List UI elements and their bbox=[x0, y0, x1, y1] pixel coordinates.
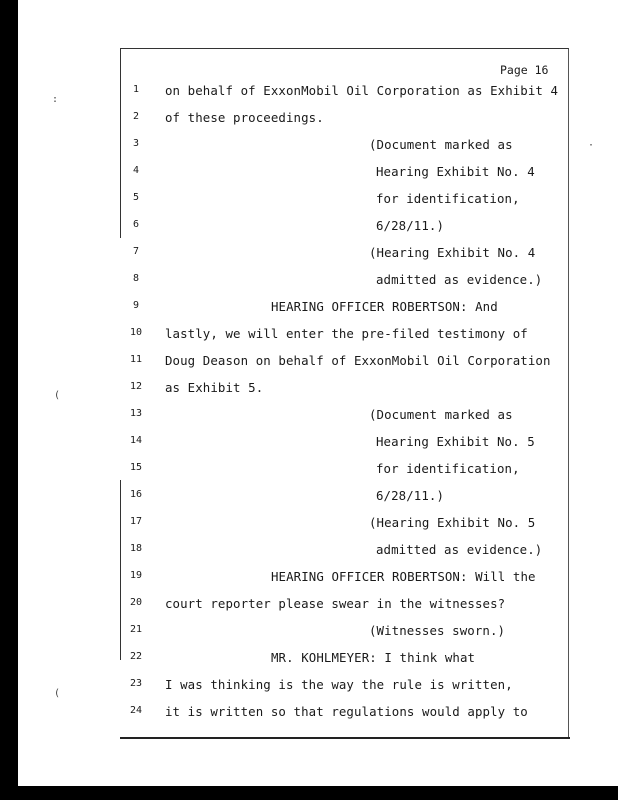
line-number: 24 bbox=[130, 705, 143, 716]
transcript-line: (Witnesses sworn.) bbox=[369, 623, 506, 638]
line-number: 2 bbox=[132, 111, 140, 122]
transcript-line: 6/28/11.) bbox=[376, 488, 445, 503]
line-number: 18 bbox=[130, 543, 143, 554]
transcript-line: for identification, bbox=[376, 191, 520, 206]
scan-speck: · bbox=[588, 140, 595, 151]
page-number: Page 16 bbox=[500, 63, 549, 77]
transcript-line: for identification, bbox=[376, 461, 520, 476]
line-number: 14 bbox=[130, 435, 143, 446]
transcript-line: lastly, we will enter the pre-filed testimony of bbox=[165, 326, 528, 341]
transcript-line: HEARING OFFICER ROBERTSON: Will the bbox=[271, 569, 536, 584]
transcript-line: 6/28/11.) bbox=[376, 218, 445, 233]
transcript-line: (Document marked as bbox=[369, 407, 513, 422]
transcript-line: it is written so that regulations would apply to bbox=[165, 704, 528, 719]
line-number: 15 bbox=[130, 462, 143, 473]
line-number: 6 bbox=[132, 219, 140, 230]
transcript-line: MR. KOHLMEYER: I think what bbox=[271, 650, 476, 665]
line-number: 9 bbox=[132, 300, 140, 311]
transcript-line: I was thinking is the way the rule is written, bbox=[165, 677, 513, 692]
transcript-line: Hearing Exhibit No. 4 bbox=[376, 164, 535, 179]
line-number: 8 bbox=[132, 273, 140, 284]
line-number: 5 bbox=[132, 192, 140, 203]
line-number: 17 bbox=[130, 516, 143, 527]
transcript-line: as Exhibit 5. bbox=[165, 380, 264, 395]
scan-speck: ( bbox=[54, 390, 61, 401]
transcript-line: (Document marked as bbox=[369, 137, 513, 152]
line-number: 16 bbox=[130, 489, 143, 500]
line-number: 1 bbox=[132, 84, 140, 95]
transcript-line: of these proceedings. bbox=[165, 110, 324, 125]
line-number: 7 bbox=[132, 246, 140, 257]
line-number: 13 bbox=[130, 408, 143, 419]
transcript-line: (Hearing Exhibit No. 5 bbox=[369, 515, 536, 530]
line-number: 20 bbox=[130, 597, 143, 608]
transcript-line: admitted as evidence.) bbox=[376, 272, 543, 287]
line-number: 3 bbox=[132, 138, 140, 149]
scan-edge-bottom bbox=[0, 786, 618, 800]
line-number: 12 bbox=[130, 381, 143, 392]
line-number: 4 bbox=[132, 165, 140, 176]
scan-edge-left bbox=[0, 0, 18, 800]
line-number: 22 bbox=[130, 651, 143, 662]
transcript-line: court reporter please swear in the witnesses? bbox=[165, 596, 506, 611]
page-margin-line bbox=[120, 480, 121, 660]
line-number: 19 bbox=[130, 570, 143, 581]
page-bottom-rule bbox=[120, 737, 570, 739]
transcript-line: on behalf of ExxonMobil Oil Corporation as Exhibit 4 bbox=[165, 83, 559, 98]
line-number: 10 bbox=[130, 327, 143, 338]
transcript-line: admitted as evidence.) bbox=[376, 542, 543, 557]
page-margin-line bbox=[120, 48, 121, 238]
transcript-line: (Hearing Exhibit No. 4 bbox=[369, 245, 536, 260]
line-number: 23 bbox=[130, 678, 143, 689]
line-number: 21 bbox=[130, 624, 143, 635]
scan-speck: : bbox=[52, 94, 59, 105]
transcript-line: Hearing Exhibit No. 5 bbox=[376, 434, 535, 449]
scan-speck: ( bbox=[54, 688, 61, 699]
line-number: 11 bbox=[130, 354, 143, 365]
transcript-line: HEARING OFFICER ROBERTSON: And bbox=[271, 299, 498, 314]
transcript-line: Doug Deason on behalf of ExxonMobil Oil Corporation bbox=[165, 353, 551, 368]
